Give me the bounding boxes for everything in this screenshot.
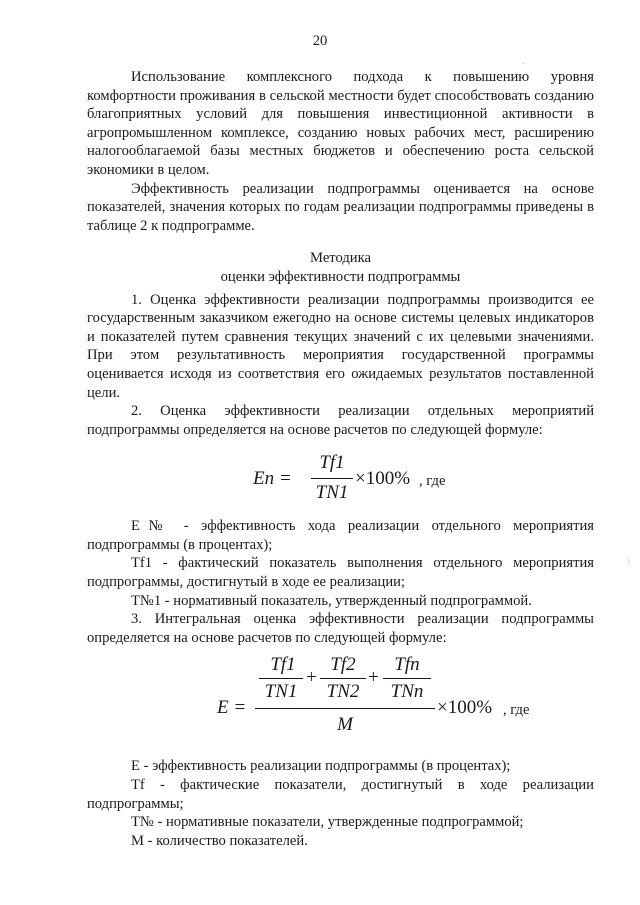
- formula2-numn: Tfn: [394, 654, 420, 676]
- definition-m: М - количество показателей.: [131, 832, 308, 849]
- item-2-paragraph: 2. Оценка эффективности реализации отдельных мероприятий подпрограммы определяется на основе расчетов по следующей формуле:: [87, 403, 594, 438]
- formula1-denominator: TN1: [315, 482, 349, 504]
- definition-tf: Tf - фактические показатели, достигнутый в ходе реализации подпрограммы;: [87, 777, 594, 812]
- heading-line-1: Методика: [310, 250, 371, 267]
- formula2-denominator: M: [337, 714, 353, 736]
- paragraph-indicators: Эффективность реализации подпрограммы оценивается на основе показателей, значения которых по годам реализации подпрограммы приведены в таблице 2 к подпрограмме.: [87, 180, 594, 234]
- formula2-multiplier: ×100%: [437, 697, 493, 719]
- page-content: [87, 68, 594, 850]
- formula2-barn: [383, 678, 431, 679]
- formula1-lhs: En =: [253, 468, 292, 490]
- formula2-bar2: [320, 678, 366, 679]
- formula-single-activity: [87, 447, 594, 511]
- formula1-multiplier: ×100%: [355, 468, 411, 490]
- formula-integral: [87, 653, 594, 753]
- definition-en: E№ - эффективность хода реализации отдельного мероприятия подпрограммы (в процентах);: [87, 518, 594, 553]
- item-1-paragraph: 1. Оценка эффективности реализации подпрограммы производится ее государственным заказчиком ежегодно на основе системы целевых индикаторов и показателей путем сравнения текущих значений с их целевыми значениями. При этом результативность мероприятия государственной программы оценивается исходя из соответствия его ожидаемых результатов поставленной цели.: [87, 291, 594, 401]
- formula1-numerator: Tf1: [319, 452, 345, 474]
- heading-line-2: оценки эффективности подпрограммы: [220, 268, 461, 285]
- scan-speck: .: [522, 56, 525, 66]
- item-3-paragraph: 3. Интегральная оценка эффективности реализации подпрограммы определяется на основе расчетов по следующей формуле:: [87, 611, 594, 646]
- paragraph-approach: Использование комплексного подхода к повышению уровня комфортности проживания в сельской местности будет способствовать созданию благоприятных условий для повышения инвестиционной активности в агропромышленном комплексе, созданию новых рабочих мест, расширению налогооблагаемой базы местных бюджетов и обеспечению роста сельской экономики в целом.: [87, 69, 594, 178]
- formula2-suffix: , где: [503, 702, 530, 719]
- formula1-fraction-bar: [311, 478, 353, 479]
- methodology-heading: [87, 249, 594, 286]
- page-number: 20: [312, 33, 328, 49]
- formula1-suffix: , где: [419, 473, 446, 490]
- definition-tn: Т№ - нормативные показатели, утвержденные подпрограммой;: [131, 814, 524, 831]
- definition-tn1: Т№1 - нормативный показатель, утвержденный подпрограммой.: [131, 592, 532, 609]
- definition-tf1: Tf1 - фактический показатель выполнения отдельного мероприятия подпрограммы, достигнутый в ходе ее реализации;: [87, 555, 594, 591]
- formula2-num2: Tf2: [330, 654, 356, 676]
- formula2-lhs: E =: [217, 697, 247, 719]
- formula2-plus1: +: [306, 667, 317, 689]
- formula2-main-bar: [255, 708, 435, 709]
- formula2-den1: TN1: [264, 681, 298, 703]
- scan-margin-mark: |: [628, 556, 630, 566]
- formula2-denn: TNn: [390, 681, 424, 703]
- formula2-num1: Tf1: [270, 654, 296, 676]
- definition-e: E - эффективность реализации подпрограммы (в процентах);: [131, 758, 511, 775]
- formula2-bar1: [259, 678, 303, 679]
- formula2-den2: TN2: [326, 681, 360, 703]
- formula2-plus2: +: [368, 667, 379, 689]
